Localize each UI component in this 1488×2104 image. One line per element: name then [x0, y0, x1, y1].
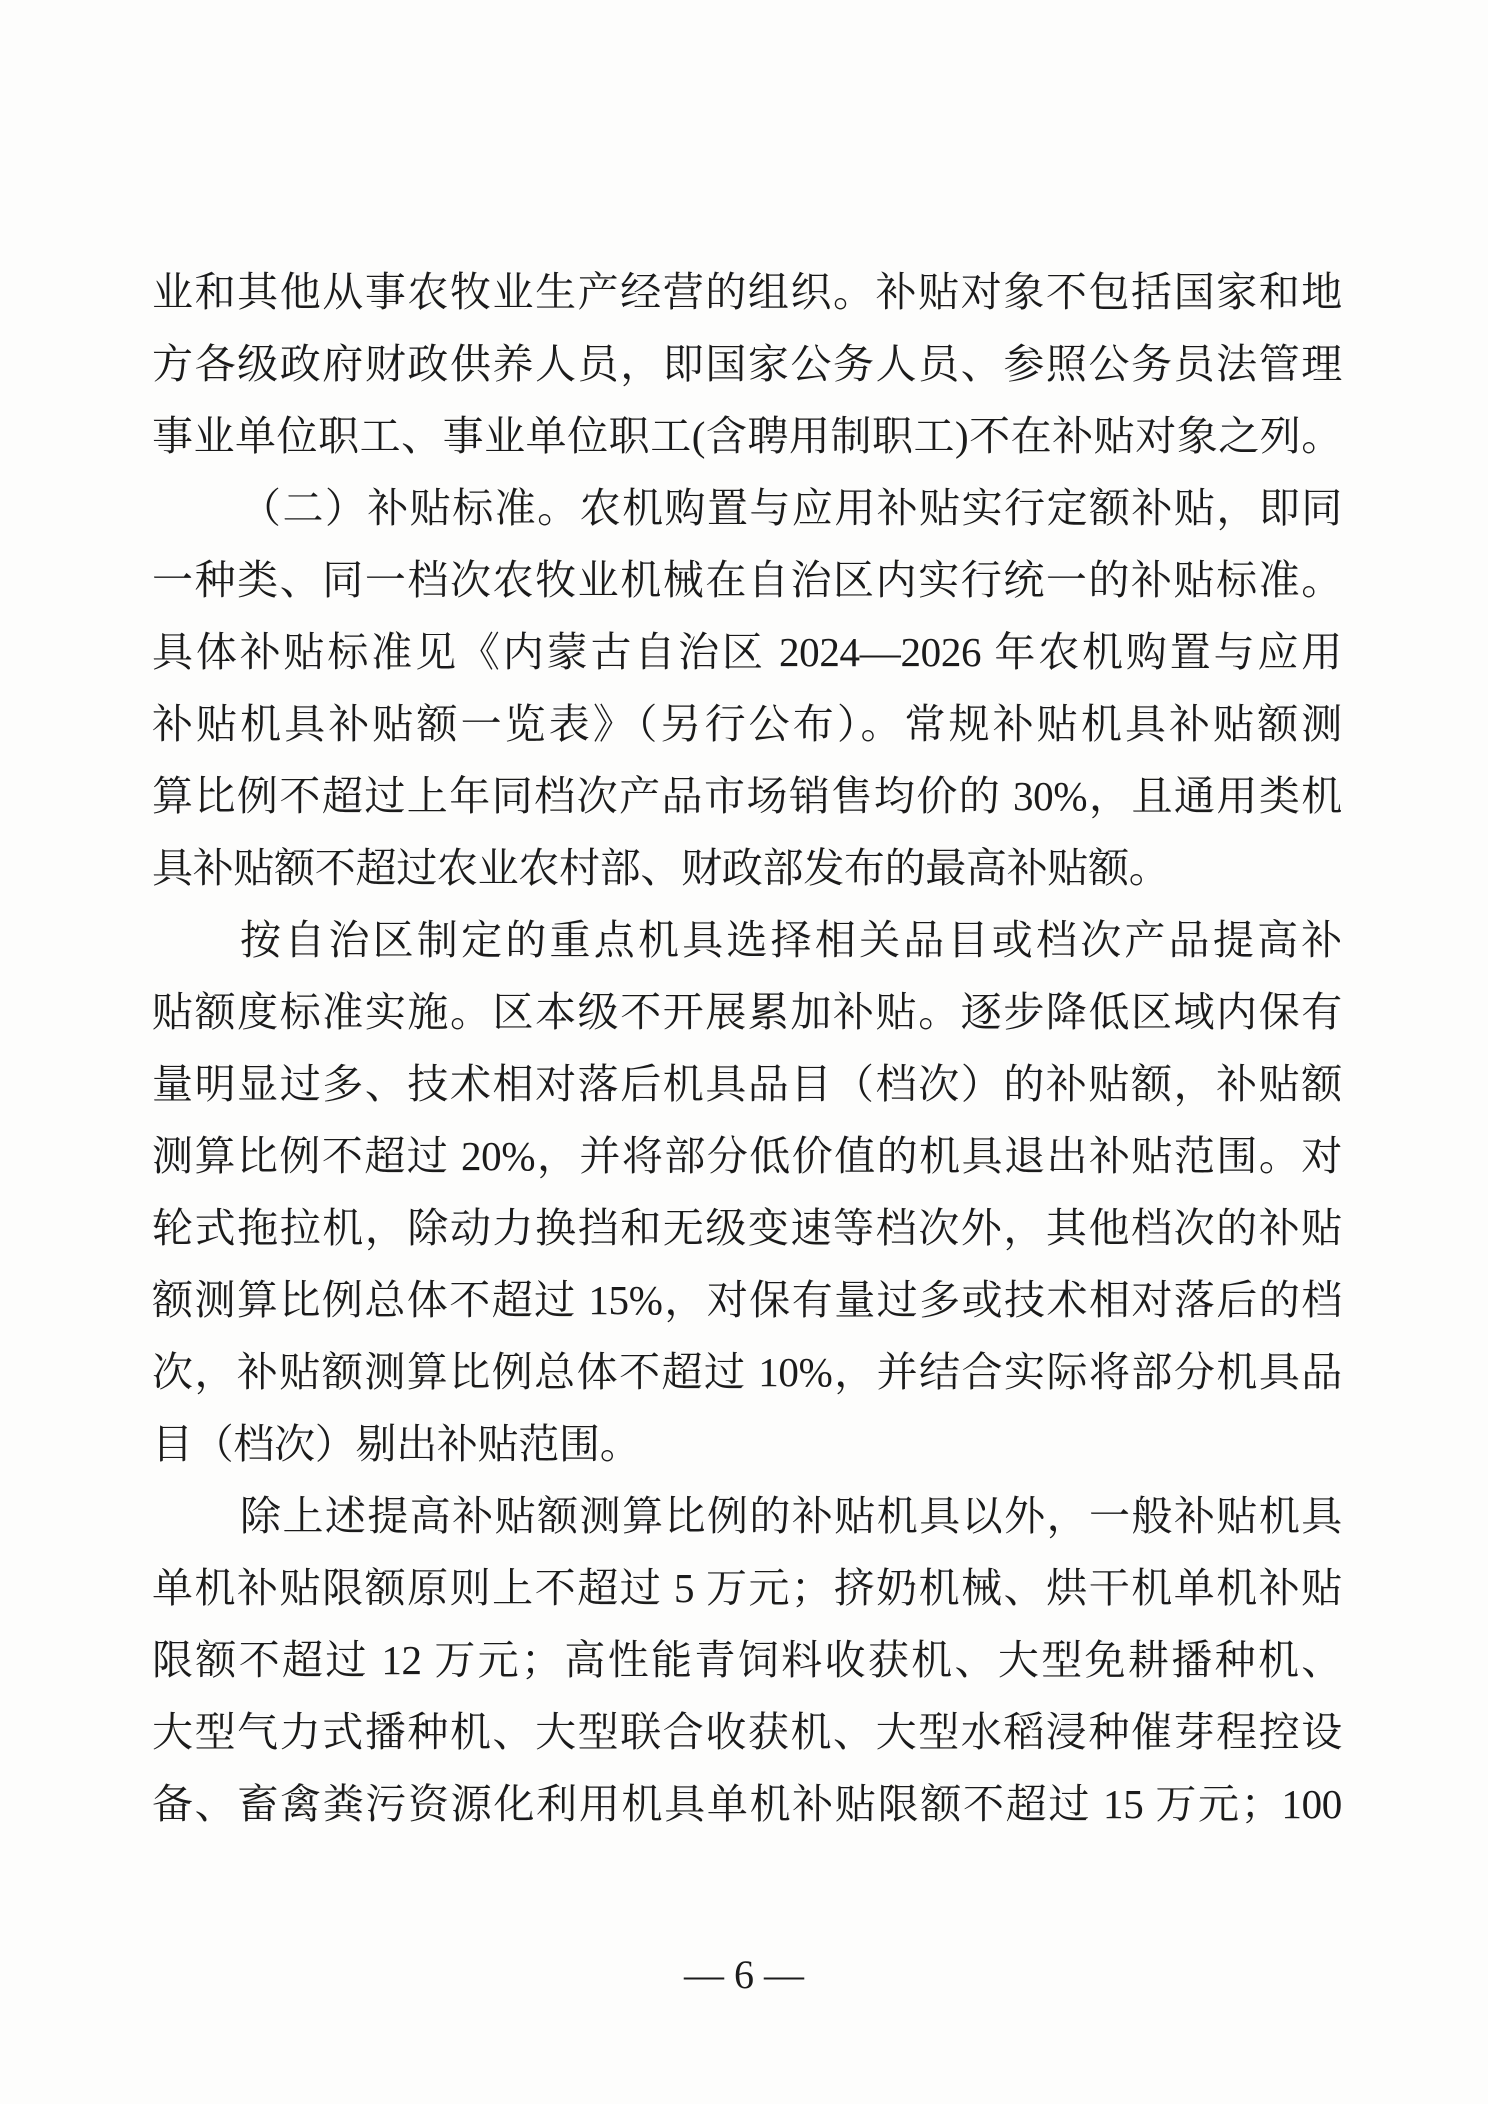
text-line: 大型气力式播种机、大型联合收获机、大型水稻浸种催芽程控设	[152, 1709, 1342, 1755]
page-footer	[0, 1940, 1488, 2010]
text-line: （二）补贴标准。农机购置与应用补贴实行定额补贴，即同	[240, 485, 1342, 531]
text-line: 轮式拖拉机，除动力换挡和无级变速等档次外，其他档次的补贴	[152, 1205, 1342, 1251]
text-line: 算比例不超过上年同档次产品市场销售均价的 30%，且通用类机	[152, 773, 1342, 819]
text-line: 一种类、同一档次农牧业机械在自治区内实行统一的补贴标准。	[152, 557, 1342, 603]
text-line: 目（档次）剔出补贴范围。	[152, 1421, 641, 1467]
text-line: 具体补贴标准见《内蒙古自治区 2024—2026 年农机购置与应用	[152, 629, 1342, 675]
text-line: 测算比例不超过 20%，并将部分低价值的机具退出补贴范围。对	[152, 1133, 1342, 1179]
text-line: 贴额度标准实施。区本级不开展累加补贴。逐步降低区域内保有	[152, 989, 1342, 1035]
text-line: 方各级政府财政供养人员，即国家公务人员、参照公务员法管理	[152, 341, 1342, 387]
text-line: 限额不超过 12 万元；高性能青饲料收获机、大型免耕播种机、	[152, 1637, 1342, 1683]
body-text	[152, 256, 1342, 1840]
text-line: 按自治区制定的重点机具选择相关品目或档次产品提高补	[240, 917, 1342, 963]
text-line: 事业单位职工、事业单位职工(含聘用制职工)不在补贴对象之列。	[152, 413, 1342, 459]
text-line: 备、畜禽粪污资源化利用机具单机补贴限额不超过 15 万元；100	[152, 1781, 1342, 1827]
text-line: 量明显过多、技术相对落后机具品目（档次）的补贴额，补贴额	[152, 1061, 1342, 1107]
text-line: 额测算比例总体不超过 15%，对保有量过多或技术相对落后的档	[152, 1277, 1342, 1323]
text-line: 补贴机具补贴额一览表》（另行公布）。常规补贴机具补贴额测	[152, 701, 1342, 747]
text-line: 除上述提高补贴额测算比例的补贴机具以外，一般补贴机具	[240, 1493, 1342, 1539]
text-line: 业和其他从事农牧业生产经营的组织。补贴对象不包括国家和地	[152, 269, 1342, 315]
page-number: — 6 —	[684, 1952, 804, 1997]
text-line: 次，补贴额测算比例总体不超过 10%，并结合实际将部分机具品	[152, 1349, 1342, 1395]
text-line: 单机补贴限额原则上不超过 5 万元；挤奶机械、烘干机单机补贴	[152, 1565, 1342, 1611]
text-line: 具补贴额不超过农业农村部、财政部发布的最高补贴额。	[152, 845, 1170, 891]
